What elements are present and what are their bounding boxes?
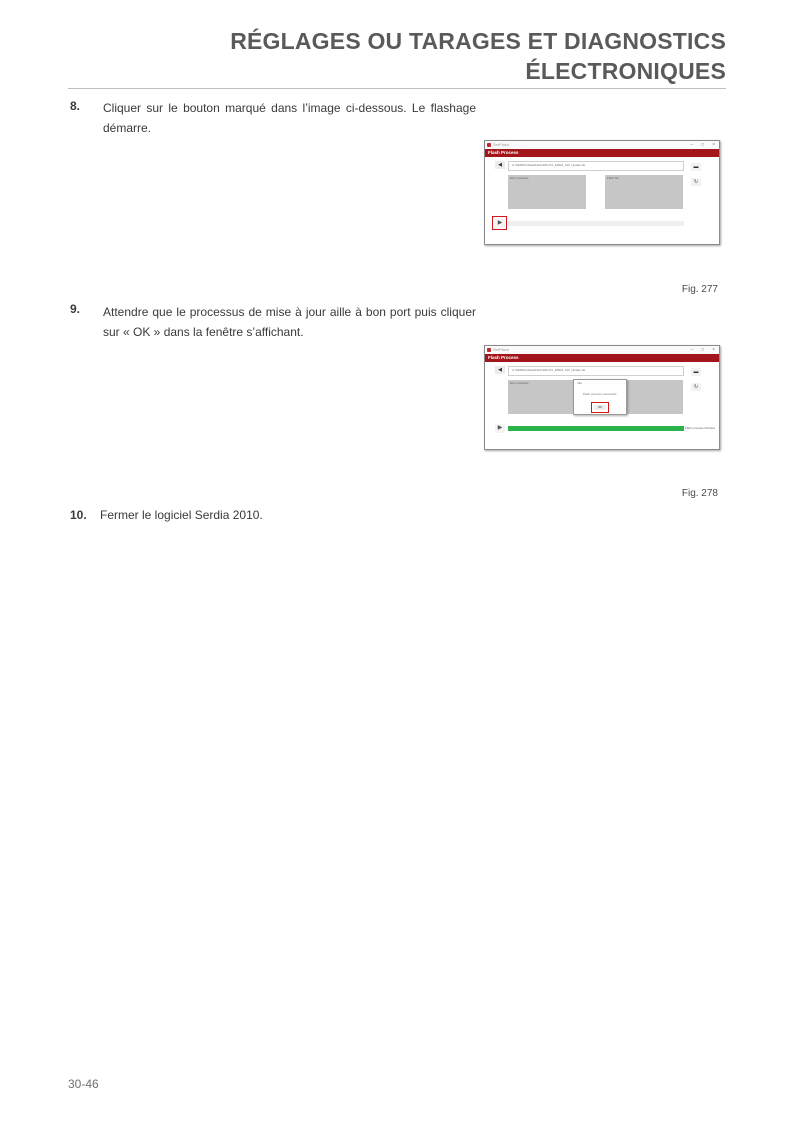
step-text-10: Fermer le logiciel Serdia 2010. [100, 508, 263, 522]
figure-caption-277: Fig. 277 [681, 284, 718, 295]
step-number-10: 10. [70, 508, 87, 522]
status-text: Flash process finished [685, 426, 715, 430]
panel-left-caption: ECU software [510, 176, 529, 180]
app-logo-icon [487, 348, 491, 352]
panel-left-caption: ECU software [510, 381, 529, 385]
info-dialog [573, 379, 627, 415]
panel-left [508, 175, 586, 209]
panel-right [605, 175, 683, 209]
minimize-icon: – [690, 347, 693, 353]
title-line-2: ÉLECTRONIQUES [525, 58, 726, 84]
toolbar [485, 354, 719, 362]
dialog-ok-button: OK [594, 405, 606, 410]
step-text-9: Attendre que le processus de mise à jour aille à bon port puis cliquer sur « OK » dans la fenêtre s’affichant. [103, 305, 476, 339]
toolbar [485, 149, 719, 157]
progress-bar [508, 426, 684, 431]
folder-icon: ▬ [691, 368, 701, 376]
header-rule [68, 88, 726, 89]
close-icon: × [712, 142, 715, 148]
progress-bar [508, 221, 684, 226]
step-text-8: Cliquer sur le bouton marqué dans l’image ci-dessous. Le flashage démarre. [103, 101, 476, 135]
panel-right-caption: Flash file [607, 176, 620, 180]
back-arrow-icon: ◀ [495, 366, 505, 374]
dialog-message: Flash process successful. [582, 392, 618, 396]
dialog-title: Info [577, 381, 583, 385]
progress-fill [508, 426, 684, 431]
path-text: C:\SERDIA\Data\Flash\DEUTZ_EMR4_SW_Update.fla [512, 368, 586, 372]
highlight-frame [591, 402, 609, 413]
step-number-8: 8. [70, 99, 81, 113]
screenshot-fig-277 [484, 140, 720, 245]
app-name: SerFlash [493, 142, 510, 147]
refresh-icon: ↻ [691, 383, 701, 391]
highlight-frame [492, 216, 507, 230]
step-number-9: 9. [70, 302, 81, 316]
figure-caption-278: Fig. 278 [681, 488, 718, 499]
app-logo-icon [487, 143, 491, 147]
path-field [508, 161, 684, 171]
refresh-icon: ↻ [691, 178, 701, 186]
app-name: SerFlash [493, 347, 510, 352]
minimize-icon: – [690, 142, 693, 148]
back-arrow-icon: ◀ [495, 161, 505, 169]
folder-icon: ▬ [691, 163, 701, 171]
maximize-icon: □ [700, 142, 704, 148]
path-field [508, 366, 684, 376]
page-number: 30-46 [68, 1077, 99, 1091]
path-text: C:\SERDIA\Data\Flash\DEUTZ_EMR4_SW_Update.fla [512, 163, 586, 167]
toolbar-title: Flash Process [488, 355, 519, 360]
toolbar-title: Flash Process [488, 150, 519, 155]
title-line-1: RÉGLAGES OU TARAGES ET DIAGNOSTICS [230, 28, 726, 54]
maximize-icon: □ [700, 347, 704, 353]
close-icon: × [712, 347, 715, 353]
play-icon: ▶ [495, 219, 505, 228]
page-title [230, 26, 726, 86]
screenshot-fig-278 [484, 345, 720, 450]
play-icon: ▶ [495, 424, 505, 433]
